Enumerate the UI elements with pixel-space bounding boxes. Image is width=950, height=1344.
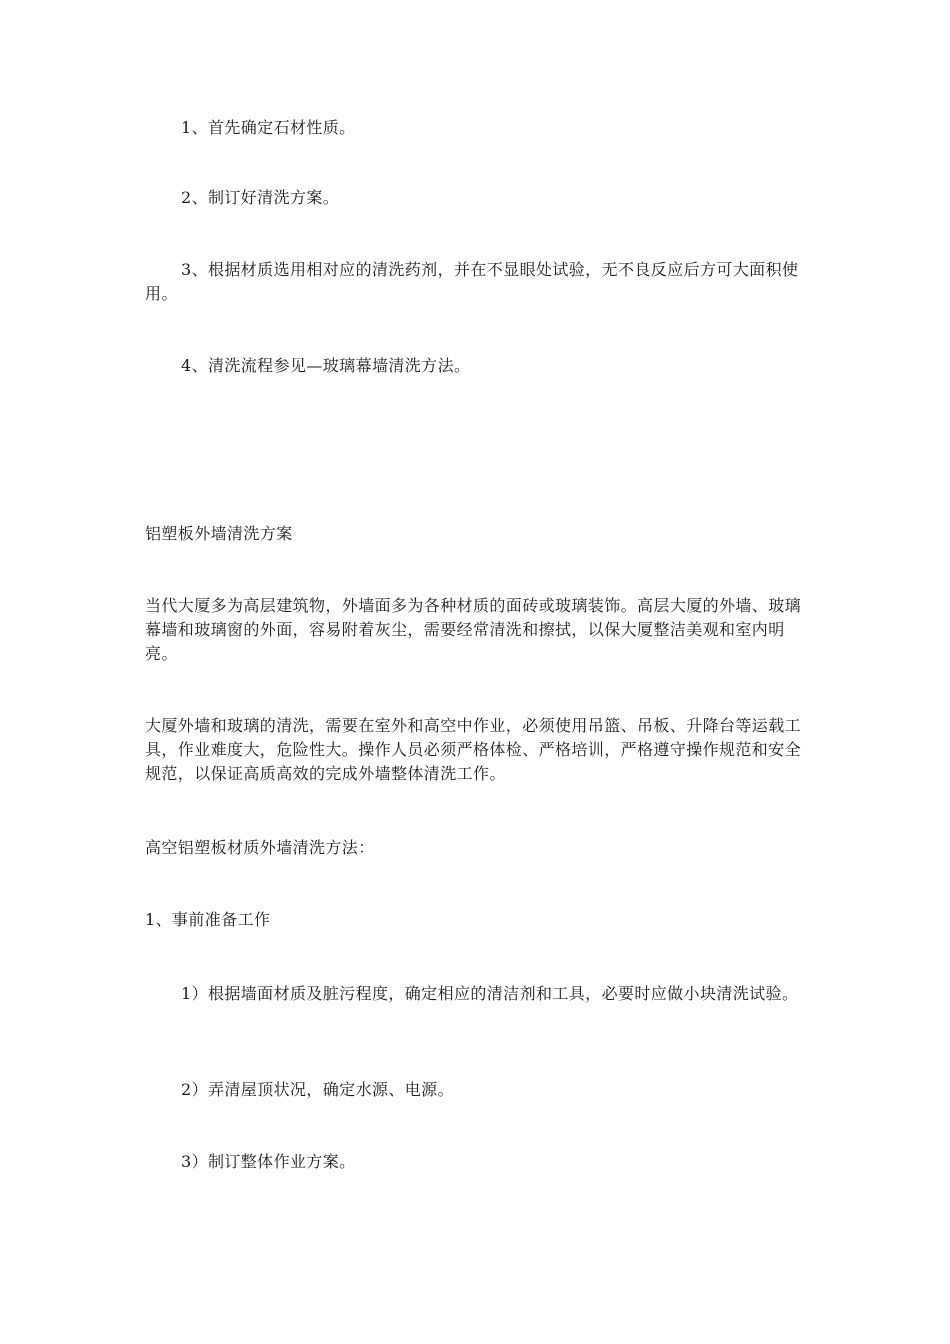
preparation-item: 1、事前准备工作	[145, 910, 271, 929]
method-subheading: 高空铝塑板材质外墙清洗方法：	[145, 838, 375, 857]
preparation-subitem-2: 2）弄清屋顶状况，确定水源、电源。	[181, 1080, 454, 1099]
preparation-subitem-3: 3）制订整体作业方案。	[181, 1152, 356, 1171]
step-2-paragraph: 2、制订好清洗方案。	[181, 188, 340, 207]
section-heading: 铝塑板外墙清洗方案	[145, 524, 293, 543]
step-1-paragraph: 1、首先确定石材性质。	[181, 118, 356, 137]
step-3-paragraph: 3、根据材质选用相对应的清洗药剂，并在不显眼处试验，无不良反应后方可大面积使用。	[145, 260, 799, 303]
preparation-subitem-1: 1）根据墙面材质及脏污程度，确定相应的清洁剂和工具，必要时应做小块清洗试验。	[181, 984, 799, 1003]
intro-paragraph: 当代大厦多为高层建筑物，外墙面多为各种材质的面砖或玻璃装饰。高层大厦的外墙、玻璃幕墙和玻璃窗的外面，容易附着灰尘，需要经常清洗和擦拭，以保大厦整洁美观和室内明亮。	[145, 596, 802, 663]
step-4-paragraph: 4、清洗流程参见—玻璃幕墙清洗方法。	[181, 356, 471, 375]
safety-paragraph: 大厦外墙和玻璃的清洗，需要在室外和高空中作业，必须使用吊篮、吊板、升降台等运载工具，作业难度大，危险性大。操作人员必须严格体检、严格培训，严格遵守操作规范和安全规范，以保证高质高效的完成外墙整体清洗工作。	[145, 716, 802, 783]
